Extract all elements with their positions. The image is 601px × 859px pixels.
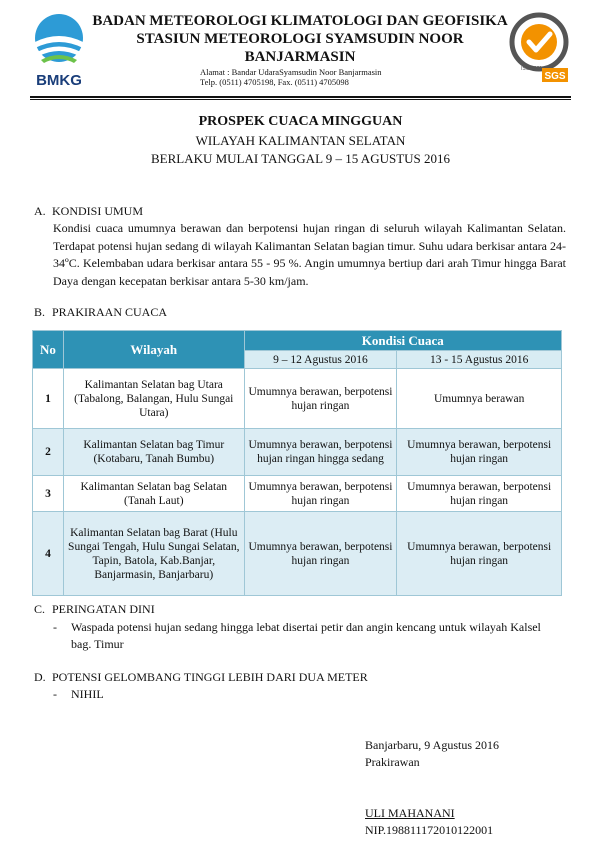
col-header-period1: 9 – 12 Agustus 2016	[244, 351, 397, 369]
row-wilayah: Kalimantan Selatan bag Selatan (Tanah Laut)	[63, 476, 244, 512]
row-no: 4	[33, 512, 64, 596]
section-c-title: PERINGATAN DINI	[52, 602, 155, 616]
row-no: 3	[33, 476, 64, 512]
table-row	[33, 512, 562, 596]
signature-role: Prakirawan	[365, 755, 420, 769]
table-row	[33, 369, 562, 429]
col-header-no: No	[33, 331, 64, 369]
row-period2: Umumnya berawan, berpotensi hujan ringan	[397, 476, 562, 512]
phone-fax: Telp. (0511) 4705198, Fax. (0511) 4705098	[200, 77, 349, 87]
section-c-heading	[34, 602, 155, 617]
section-d-heading	[34, 670, 368, 685]
document-validity: BERLAKU MULAI TANGGAL 9 – 15 AGUSTUS 2016	[150, 151, 451, 166]
signature-name: ULI MAHANANI	[365, 806, 455, 820]
table-row	[33, 476, 562, 512]
col-header-kondisi: Kondisi Cuaca	[244, 331, 561, 351]
forecast-table	[32, 330, 562, 596]
address: Alamat : Bandar UdaraSyamsudin Noor Banjarmasin	[200, 67, 382, 77]
row-period2: Umumnya berawan	[397, 369, 562, 429]
letterhead	[0, 0, 601, 100]
org-name-line3: BANJARMASIN	[244, 49, 356, 65]
header-rule-thick	[30, 96, 571, 98]
sgs-certification-logo	[508, 12, 570, 84]
row-period1: Umumnya berawan, berpotensi hujan ringan	[244, 369, 397, 429]
section-d-text: NIHIL	[71, 687, 104, 701]
row-period1: Umumnya berawan, berpotensi hujan ringan	[244, 512, 397, 596]
section-a-heading	[34, 204, 143, 219]
section-a-label: A.	[34, 204, 46, 218]
signature-place-date: Banjarbaru, 9 Agustus 2016	[365, 738, 499, 752]
section-d-label: D.	[34, 670, 46, 684]
org-name-line2: STASIUN METEOROLOGI SYAMSUDIN NOOR	[136, 31, 464, 47]
section-b-heading	[34, 305, 167, 320]
bullet-dash: -	[53, 620, 57, 634]
bullet-dash: -	[53, 687, 57, 701]
row-period2: Umumnya berawan, berpotensi hujan ringan	[397, 429, 562, 476]
col-header-wilayah: Wilayah	[63, 331, 244, 369]
section-a-title: KONDISI UMUM	[52, 204, 144, 218]
svg-text:SGS: SGS	[544, 71, 566, 82]
row-period1: Umumnya berawan, berpotensi hujan ringan	[244, 476, 397, 512]
svg-text:BMKG: BMKG	[36, 72, 82, 89]
document-region: WILAYAH KALIMANTAN SELATAN	[195, 133, 406, 148]
section-a-text: Kondisi cuaca umumnya berawan dan berpotensi hujan ringan di seluruh wilayah Kalimantan Selatan. Terdapat potensi hujan sedang di wilayah Kalimantan Selatan bagian timur. Suhu udara berkisar antara 24-34ºC. Kelembaban udara berkisar antara 55 - 95 %. Angin umumnya bertiup dari arah Timur hingga Barat Daya dengan kecepatan berkisar antara 5-30 km/jam.	[53, 221, 566, 288]
section-c-item	[53, 619, 553, 653]
svg-text:ISO 9001: ISO 9001	[521, 66, 543, 72]
row-wilayah: Kalimantan Selatan bag Barat (Hulu Sungai Tengah, Hulu Sungai Selatan, Tapin, Batola, Kab.Banjar, Banjarmasin, Banjarbaru)	[63, 512, 244, 596]
section-d-title: POTENSI GELOMBANG TINGGI LEBIH DARI DUA METER	[52, 670, 368, 684]
section-c-label: C.	[34, 602, 46, 616]
org-name-line1: BADAN METEOROLOGI KLIMATOLOGI DAN GEOFISIKA	[92, 13, 508, 29]
row-period2: Umumnya berawan, berpotensi hujan ringan	[397, 512, 562, 596]
row-period1: Umumnya berawan, berpotensi hujan ringan hingga sedang	[244, 429, 397, 476]
row-no: 2	[33, 429, 64, 476]
table-row	[33, 429, 562, 476]
signature-nip: NIP.198811172010122001	[365, 823, 494, 837]
header-rule-thin	[30, 99, 571, 100]
section-d-item	[53, 686, 553, 703]
section-c-text: Waspada potensi hujan sedang hingga lebat disertai petir dan angin kencang untuk wilayah Kalsel bag. Timur	[71, 620, 541, 651]
section-b-label: B.	[34, 305, 46, 319]
col-header-period2: 13 - 15 Agustus 2016	[397, 351, 562, 369]
row-no: 1	[33, 369, 64, 429]
document-title: PROSPEK CUACA MINGGUAN	[198, 114, 403, 129]
row-wilayah: Kalimantan Selatan bag Utara (Tabalong, Balangan, Hulu Sungai Utara)	[63, 369, 244, 429]
row-wilayah: Kalimantan Selatan bag Timur (Kotabaru, Tanah Bumbu)	[63, 429, 244, 476]
section-b-title: PRAKIRAAN CUACA	[52, 305, 168, 319]
